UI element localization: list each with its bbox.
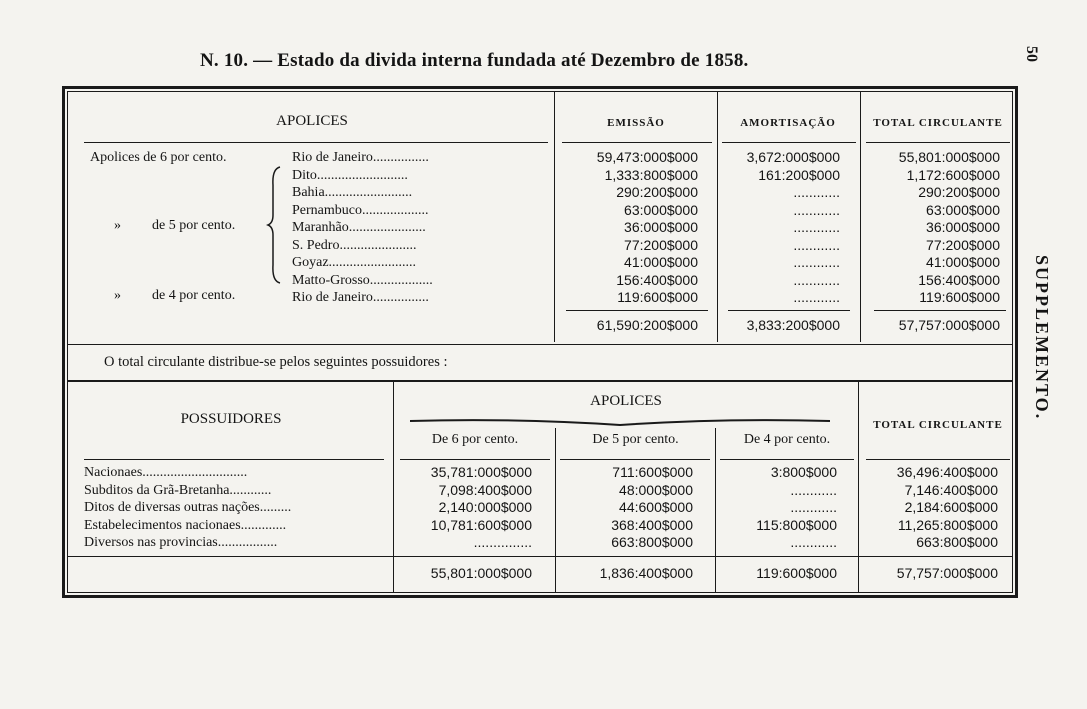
table-row-place: Rio de Janeiro................: [292, 290, 429, 305]
table-row-place: Rio de Janeiro................: [292, 150, 429, 165]
table-row-amortisacao: 161:200$000: [758, 166, 840, 183]
divider: [715, 428, 716, 592]
ornament-rule-icon: [410, 416, 830, 426]
group-mark-4: »: [114, 288, 121, 303]
table-row-6: 35,781:000$000: [430, 464, 532, 480]
header-4-por-cento: De 4 por cento.: [743, 432, 831, 447]
divider: [858, 382, 859, 592]
total-6-por-cento: 55,801:000$000: [430, 565, 532, 581]
table-row-place: Matto-Grosso..................: [292, 272, 433, 288]
group-mark-5: »: [114, 218, 121, 233]
table-row-amortisacao: ............: [793, 219, 840, 235]
table-row-total: 156:400$000: [918, 271, 1000, 288]
table-row-5: 48:000$000: [619, 481, 693, 498]
rule: [720, 459, 854, 460]
table-row-emissao: 77:200$000: [624, 236, 698, 253]
table-row-emissao: 63:000$000: [624, 201, 698, 218]
table-row-amortisacao: ............: [793, 289, 840, 305]
header-apolices-2: APOLICES: [590, 393, 662, 409]
divider: [554, 92, 555, 342]
table-row-5: 711:600$000: [612, 464, 693, 480]
table-row-amortisacao: ............: [793, 184, 840, 200]
group-label-6: Apolices de 6 por cento.: [90, 150, 227, 165]
total-circulante: 57,757:000$000: [898, 317, 1000, 333]
table-row-4: ............: [790, 534, 837, 550]
table-row-total: 41:000$000: [926, 254, 1000, 270]
table-row-emissao: 36:000$000: [624, 219, 698, 235]
total-circulante-2: 57,757:000$000: [896, 565, 998, 581]
table-row-6: 10,781:600$000: [430, 516, 532, 533]
table-row-place: Maranhão......................: [292, 220, 426, 235]
table-row-place: Pernambuco...................: [292, 202, 429, 218]
page-number: 50: [1023, 46, 1040, 62]
rule: [400, 459, 550, 460]
table-row-emissao: 119:600$000: [617, 289, 698, 305]
table-row-total: 77:200$000: [926, 236, 1000, 253]
table-row-5: 44:600$000: [619, 499, 693, 515]
rule: [866, 142, 1010, 143]
table-row-amortisacao: ............: [793, 271, 840, 288]
table-row-amortisacao: ............: [793, 236, 840, 253]
divider: [555, 428, 556, 592]
table-row-5: 663:800$000: [611, 534, 693, 550]
table-row-total: 36,496:400$000: [896, 464, 998, 480]
rule: [866, 459, 1010, 460]
table-row-place: Dito..........................: [292, 167, 408, 183]
table-row-6: 2,140:000$000: [438, 499, 532, 515]
rule: [562, 142, 712, 143]
side-label: SUPPLEMENTO.: [1032, 255, 1052, 421]
table-row-label: Subditos da Grã-Bretanha............: [84, 482, 272, 498]
header-total-circulante: TOTAL CIRCULANTE: [873, 117, 1003, 129]
header-emissao: EMISSÃO: [607, 117, 665, 129]
table-row-place: Bahia.........................: [292, 185, 413, 200]
table-row-label: Diversos nas provincias.................: [84, 535, 278, 550]
table-row-4: ............: [790, 499, 837, 515]
table-row-label: Estabelecimentos nacionaes.............: [84, 517, 287, 533]
table-row-amortisacao: 3,672:000$000: [746, 149, 840, 165]
rule: [68, 556, 1012, 557]
table-row-total: 36:000$000: [926, 219, 1000, 235]
table-row-5: 368:400$000: [611, 516, 693, 533]
header-possuidores: POSSUIDORES: [180, 411, 282, 427]
rule: [728, 310, 850, 311]
header-6-por-cento: De 6 por cento.: [431, 432, 519, 447]
header-apolices: APOLICES: [276, 113, 348, 129]
table-row-label: Nacionaes..............................: [84, 465, 248, 480]
table-row-amortisacao: ............: [793, 254, 840, 270]
divider: [860, 92, 861, 342]
table-row-emissao: 156:400$000: [616, 271, 698, 288]
table-row-4: 115:800$000: [756, 516, 837, 533]
table-row-emissao: 59,473:000$000: [596, 149, 698, 165]
table-row-total: 11,265:800$000: [897, 516, 998, 533]
table-row-total: 1,172:600$000: [906, 166, 1000, 183]
table-row-total: 63:000$000: [926, 201, 1000, 218]
header-amortisacao: AMORTISAÇÃO: [740, 117, 836, 129]
table-row-place: S. Pedro......................: [292, 237, 417, 253]
rule: [566, 310, 708, 311]
table-row-4: ............: [790, 481, 837, 498]
table-row-4: 3:800$000: [770, 464, 837, 480]
rule: [68, 344, 1012, 345]
divider: [393, 382, 394, 592]
rule: [560, 459, 710, 460]
table-row-label: Ditos de diversas outras nações.........: [84, 500, 292, 515]
total-4-por-cento: 119:600$000: [756, 565, 837, 581]
table-row-total: 2,184:600$000: [904, 499, 998, 515]
page-title: N. 10. — Estado da divida interna fundada até Dezembro de 1858.: [200, 50, 749, 71]
table-row-emissao: 290:200$000: [616, 184, 698, 200]
header-5-por-cento: De 5 por cento.: [592, 432, 679, 447]
rule: [84, 142, 548, 143]
table-row-place: Goyaz.........................: [292, 255, 417, 270]
group-label-5: de 5 por cento.: [152, 218, 236, 233]
distribution-note: O total circulante distribue-se pelos seguintes possuidores :: [104, 354, 448, 370]
header-total-circulante-2: TOTAL CIRCULANTE: [873, 419, 1003, 431]
table-row-total: 55,801:000$000: [898, 149, 1000, 165]
total-emissao: 61,590:200$000: [596, 317, 698, 333]
rule: [84, 459, 384, 460]
rule: [722, 142, 856, 143]
table-row-total: 663:800$000: [916, 534, 998, 550]
table-row-total: 7,146:400$000: [904, 481, 998, 498]
rule: [874, 310, 1006, 311]
group-label-4: de 4 por cento.: [152, 288, 236, 303]
table-row-emissao: 1,333:800$000: [604, 166, 698, 183]
table-row-total: 290:200$000: [918, 184, 1000, 200]
table-row-6: ...............: [473, 534, 532, 550]
table-row-emissao: 41:000$000: [624, 254, 698, 270]
rule: [68, 380, 1012, 382]
total-5-por-cento: 1,836:400$000: [599, 565, 693, 581]
total-amortisacao: 3,833:200$000: [746, 317, 840, 333]
table-row-amortisacao: ............: [793, 201, 840, 218]
brace-icon: [266, 165, 284, 285]
table-row-total: 119:600$000: [919, 289, 1000, 305]
table-row-6: 7,098:400$000: [438, 481, 532, 498]
